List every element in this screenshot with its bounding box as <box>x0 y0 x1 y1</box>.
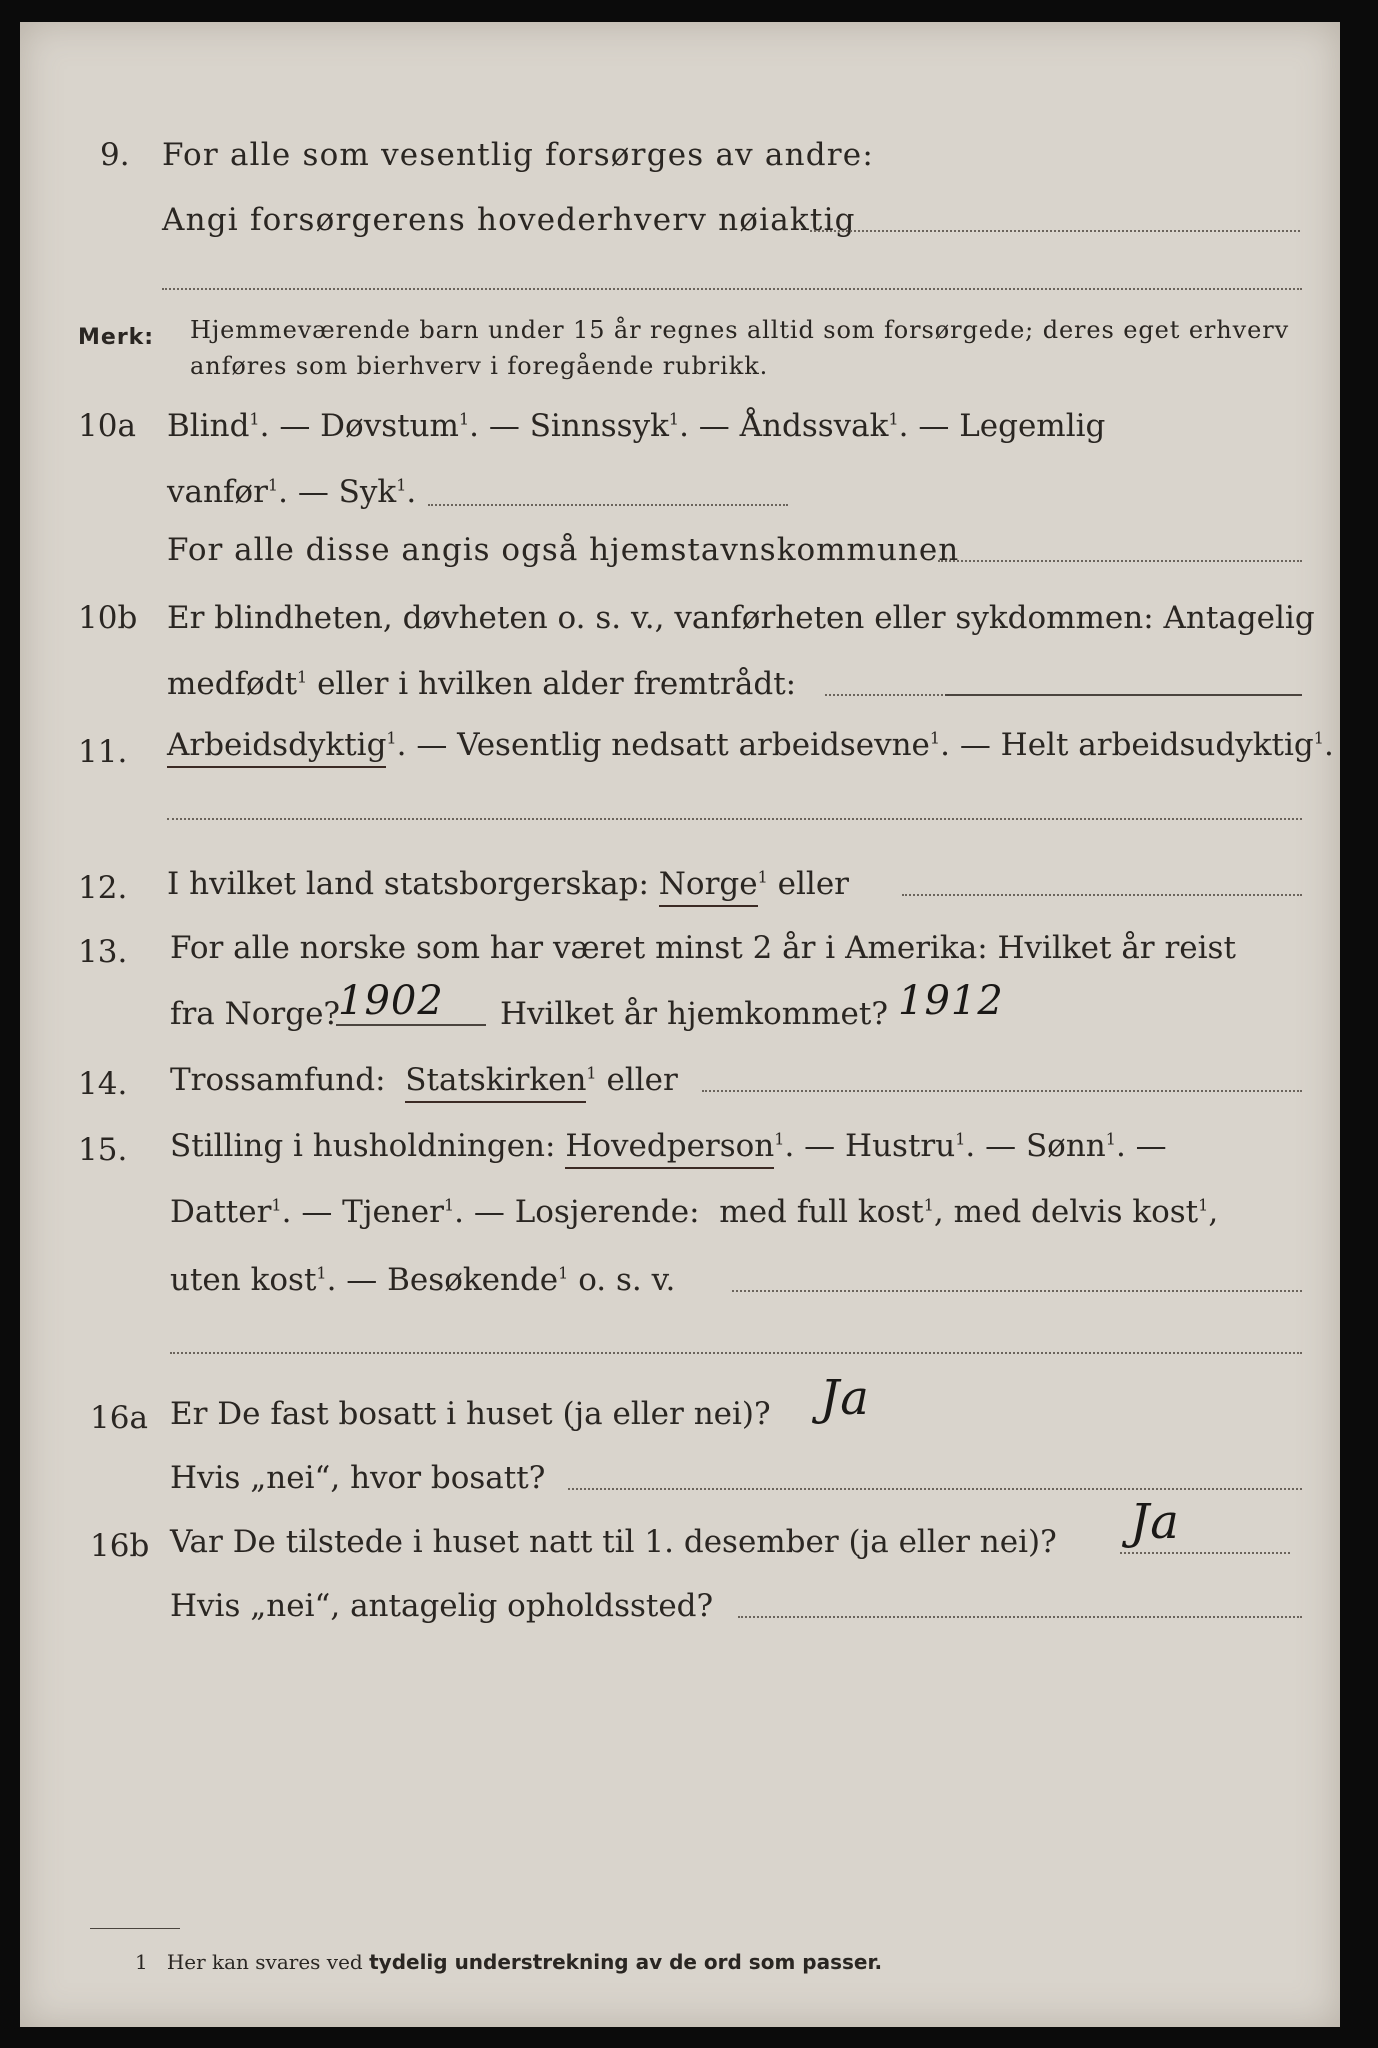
q13-number: 13. <box>78 934 128 970</box>
q14-line: Trossamfund: Statskirken$^1$ eller <box>170 1062 678 1098</box>
q15-line3: uten kost$^1$. — Besøkende$^1$ o. s. v. <box>170 1262 676 1298</box>
q9-line1: For alle som vesentlig forsørges av andre: <box>162 137 874 173</box>
q10b-line2-rest: eller i hvilken alder fremtrådt: <box>317 666 797 702</box>
q14-number: 14. <box>78 1066 128 1102</box>
q10b-line2: medfødt$^1$ eller i hvilken alder fremtrådt: <box>167 666 797 702</box>
q13-line1: For alle norske som har været minst 2 år i Amerika: Hvilket år reist <box>170 930 1236 966</box>
q12-text: I hvilket land statsborgerskap: <box>167 866 649 902</box>
opt-besokende: Besøkende <box>387 1262 559 1298</box>
opt-helt-arbeidsudyktig: Helt arbeidsudyktig <box>1000 727 1314 763</box>
q11-line: Arbeidsdyktig$^1$. — Vesentlig nedsatt arbeidsevne$^1$. — Helt arbeidsudyktig$^1$. <box>167 727 1334 763</box>
q9-line2: Angi forsørgerens hovederhverv nøiaktig <box>162 202 856 238</box>
q13-fra-norge: fra Norge? <box>170 996 341 1032</box>
q10b-number: 10b <box>78 600 138 636</box>
opt-vesentlig-nedsatt: Vesentlig nedsatt arbeidsevne <box>457 727 930 763</box>
merk-line2: anføres som bierhverv i foregående rubrikk. <box>190 352 769 380</box>
q9-number: 9. <box>100 137 130 173</box>
q10b-line1: Er blindheten, døvheten o. s. v., vanførheten eller sykdommen: Antagelig <box>167 600 1315 636</box>
q12-answer-line <box>902 894 1302 896</box>
opt-legemlig: Legemlig <box>959 408 1106 444</box>
opt-arbeidsdyktig-underlined: Arbeidsdyktig <box>167 727 386 768</box>
q10b-answer-dots <box>825 694 955 696</box>
opt-dovstum: Døvstum <box>320 408 459 444</box>
q16b-line2: Hvis „nei“, antagelig opholdssted? <box>170 1588 714 1624</box>
census-form-page <box>20 22 1340 2027</box>
q13-hjemkommet: Hvilket år hjemkommet? <box>500 996 888 1032</box>
q12-number: 12. <box>78 870 128 906</box>
opt-andssvak: Åndssvak <box>739 408 889 444</box>
footnote-plain: Her kan svares ved <box>166 1950 363 1974</box>
q10b-answer-line <box>945 694 1302 696</box>
q15-line2: Datter$^1$. — Tjener$^1$. — Losjerende: med full kost$^1$, med delvis kost$^1$, <box>170 1194 1219 1230</box>
q15-stilling: Stilling i husholdningen: <box>170 1128 556 1164</box>
q11-number: 11. <box>78 734 128 770</box>
merk-label-text: Merk: <box>78 325 155 350</box>
opt-vanfor: vanfør <box>167 474 268 510</box>
opt-losjerende: Losjerende: <box>514 1194 700 1230</box>
opt-medfodt: medfødt <box>167 666 298 702</box>
q16a-answer-line <box>568 1488 1302 1490</box>
opt-tjener: Tjener <box>342 1194 444 1230</box>
q10a-number: 10a <box>78 408 136 444</box>
q14-eller: eller <box>606 1062 678 1098</box>
q16b-opholdssted-line <box>738 1616 1302 1618</box>
opt-syk: Syk <box>338 474 397 510</box>
q16b-answer-line <box>1120 1552 1290 1554</box>
q16a-handwritten-answer: Ja <box>820 1370 870 1426</box>
opt-delvis-kost: med delvis kost <box>953 1194 1199 1230</box>
opt-sonn: Sønn <box>1025 1128 1106 1164</box>
q15-number: 15. <box>78 1132 128 1168</box>
footnote-rule <box>90 1928 180 1929</box>
q16b-line1: Var De tilstede i huset natt til 1. desember (ja eller nei)? <box>170 1524 1057 1560</box>
q15-answer-line <box>732 1290 1302 1292</box>
q11-answer-line <box>167 818 1302 820</box>
q13-handwritten-year-back: 1912 <box>898 978 1004 1024</box>
q9-answer-line <box>810 230 1300 232</box>
q16a-line2: Hvis „nei“, hvor bosatt? <box>170 1460 546 1496</box>
q13-handwritten-year-left: 1902 <box>338 978 444 1024</box>
footnote-mark: 1 <box>135 1950 148 1974</box>
footnote-bold: tydelig understrekning av de ord som passer. <box>369 1950 883 1974</box>
q16b-number: 16b <box>90 1528 150 1564</box>
opt-hovedperson-underlined: Hovedperson <box>565 1128 774 1169</box>
q15-answer-line-2 <box>170 1352 1302 1354</box>
opt-datter: Datter <box>170 1194 272 1230</box>
q12-eller: eller <box>777 866 849 902</box>
q14-text: Trossamfund: <box>170 1062 386 1098</box>
q15-osv: o. s. v. <box>578 1262 676 1298</box>
q10a-answer-line <box>428 504 788 506</box>
q15-line1: Stilling i husholdningen: Hovedperson$^1$. — Hustru$^1$. — Sønn$^1$. — <box>170 1128 1167 1164</box>
q10a-line1: Blind$^1$. — Døvstum$^1$. — Sinnssyk$^1$. — Åndssvak$^1$. — Legemlig <box>167 408 1106 444</box>
q10a-hjemstavn-line <box>938 560 1302 562</box>
q16a-number: 16a <box>90 1400 148 1436</box>
opt-norge-underlined: Norge <box>659 866 758 907</box>
q12-line: I hvilket land statsborgerskap: Norge$^1$ eller <box>167 866 849 902</box>
footnote <box>135 1950 882 1974</box>
q14-answer-line <box>702 1090 1302 1092</box>
q13-year-left-line <box>336 1024 486 1026</box>
opt-blind: Blind <box>167 408 250 444</box>
opt-hustru: Hustru <box>845 1128 956 1164</box>
opt-uten-kost: uten kost <box>170 1262 317 1298</box>
opt-full-kost: med full kost <box>719 1194 924 1230</box>
opt-statskirken-underlined: Statskirken <box>405 1062 586 1103</box>
q16a-line1: Er De fast bosatt i huset (ja eller nei)? <box>170 1396 771 1432</box>
merk-line1: Hjemmeværende barn under 15 år regnes alltid som forsørgede; deres eget erhverv <box>190 316 1290 344</box>
opt-sinnssyk: Sinnssyk <box>529 408 669 444</box>
merk-label <box>78 322 154 350</box>
q10a-line3: For alle disse angis også hjemstavnskommunen <box>167 532 960 568</box>
q9-answer-line-2 <box>162 288 1302 290</box>
q10a-line2: vanfør$^1$. — Syk$^1$. <box>167 474 417 510</box>
q16b-handwritten-answer: Ja <box>1130 1494 1180 1550</box>
